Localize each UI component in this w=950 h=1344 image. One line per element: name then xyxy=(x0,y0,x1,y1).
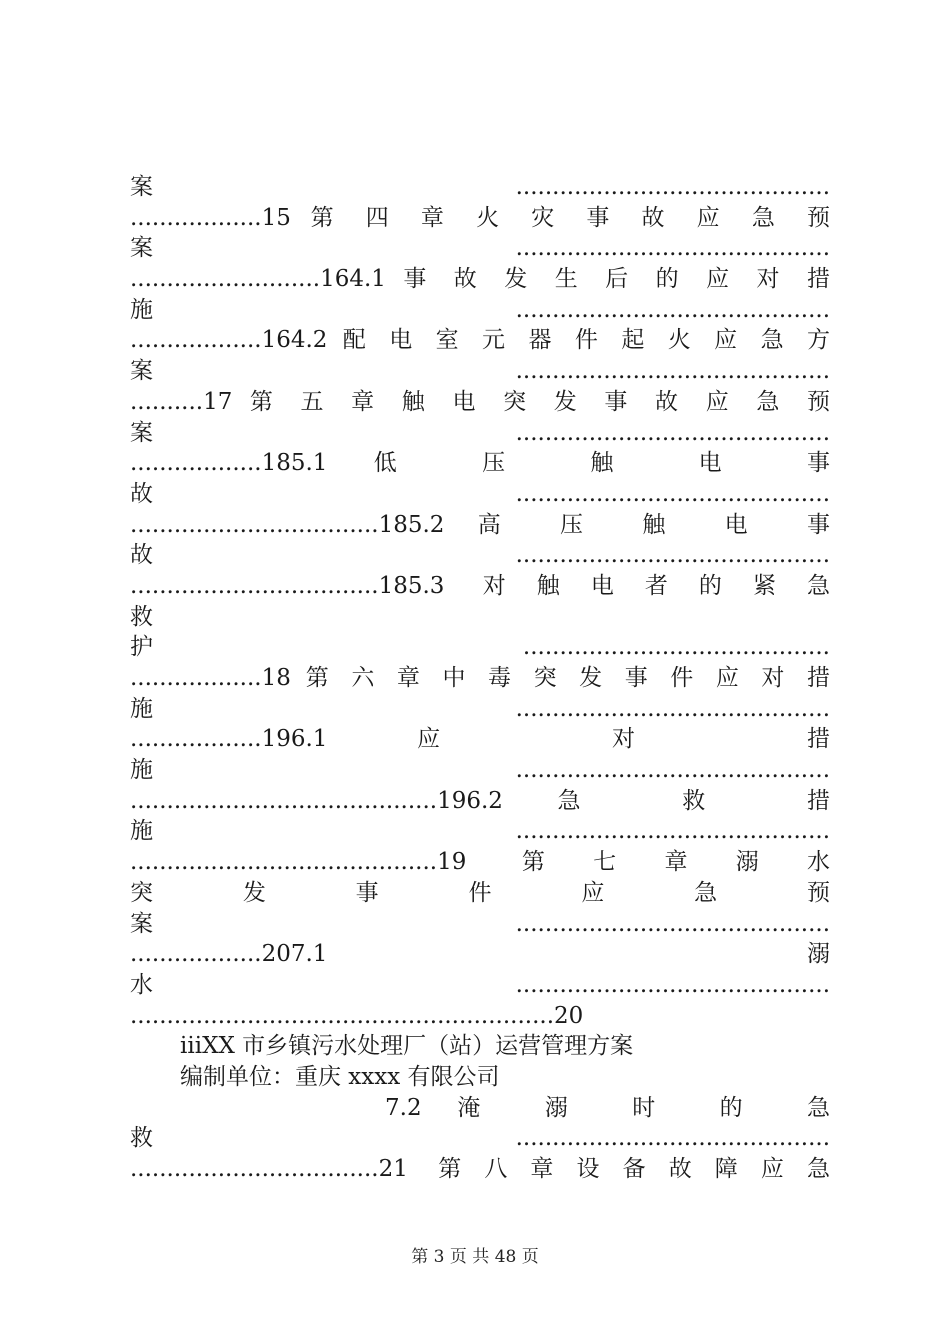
toc-line: 突 发 事 件 应 急 预 xyxy=(130,879,830,906)
toc-line: ..................164.2 配 电 室 元 器 件 起 火 应 急 方 xyxy=(130,327,830,354)
toc-line: 案........................................... xyxy=(130,358,830,385)
toc-line: ..........................164.1 事 故 发 生 后 的 应 对 措 xyxy=(130,266,830,293)
toc-line: 施........................................... xyxy=(130,818,830,845)
page-number-footer: 第 3 页 共 48 页 xyxy=(411,1247,539,1267)
toc-line: ..........................................................20 xyxy=(130,1002,584,1029)
toc-line: ..................207.1 溺 xyxy=(130,941,830,968)
toc-line: 案........................................... xyxy=(130,910,830,937)
toc-line: 故........................................... xyxy=(130,542,830,569)
toc-line: 案........................................... xyxy=(130,235,830,262)
toc-line: ..................196.1 应 对 措 xyxy=(130,726,830,753)
toc-line: ..................................185.3 对触电者的紧急 xyxy=(130,572,830,599)
organization-line: 编制单位：重庆 xxxx 有限公司 xyxy=(180,1063,500,1090)
toc-line: 故........................................... xyxy=(130,480,830,507)
table-of-contents xyxy=(130,172,830,1185)
toc-line: 施........................................... xyxy=(130,695,830,722)
toc-line: 救........................................... xyxy=(130,1125,830,1152)
toc-line: ..........................................19 第七章溺水 xyxy=(130,849,830,876)
toc-line: ..................185.1 低 压 触 电 事 xyxy=(130,450,830,477)
toc-line: ..................18 第 六 章 中 毒 突 发 事 件 应 对 措 xyxy=(130,665,830,691)
toc-line: ..................................21 第八章设备故障应急 xyxy=(130,1156,830,1182)
toc-line: ..........................................196.2 急 救 措 xyxy=(130,787,830,814)
toc-line: 施........................................... xyxy=(130,757,830,784)
toc-line: 护.......................................... xyxy=(130,634,830,661)
toc-line: 案........................................... xyxy=(130,174,830,200)
toc-line: 水........................................... xyxy=(130,971,830,998)
document-title-line: iiiXX 市乡镇污水处理厂（站）运营管理方案 xyxy=(180,1033,634,1060)
toc-line: ..................15 第 四 章 火 灾 事 故 应 急 预 xyxy=(130,204,830,231)
toc-line: 救 xyxy=(130,603,153,630)
toc-line: ..........17 第 五 章 触 电 突 发 事 故 应 急 预 xyxy=(130,388,830,415)
toc-line: 案........................................... xyxy=(130,419,830,446)
toc-line: 7.2 淹 溺 时 的 急 xyxy=(385,1094,830,1121)
toc-line: 施........................................... xyxy=(130,296,830,323)
toc-line: ..................................185.2 高 压 触 电 事 xyxy=(130,511,830,538)
